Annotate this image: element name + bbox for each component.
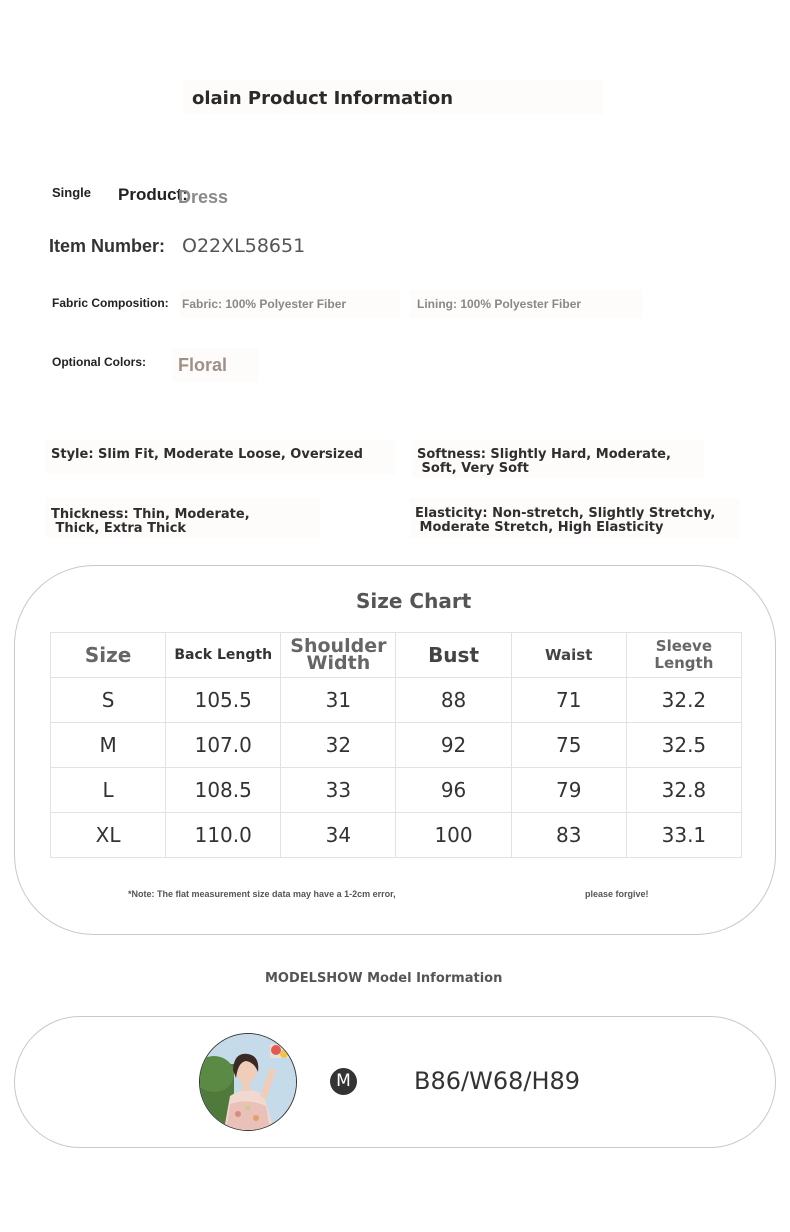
model-size-badge: M bbox=[330, 1068, 357, 1095]
model-photo bbox=[199, 1033, 297, 1131]
table-cell: 107.0 bbox=[166, 723, 281, 768]
table-cell: 32.2 bbox=[626, 678, 741, 723]
table-cell: 71 bbox=[511, 678, 626, 723]
table-row bbox=[51, 678, 742, 723]
table-cell: XL bbox=[51, 813, 166, 858]
table-row bbox=[51, 723, 742, 768]
header-sleeve-length: Sleeve Length bbox=[626, 633, 741, 678]
table-cell: 92 bbox=[396, 723, 511, 768]
table-cell: L bbox=[51, 768, 166, 813]
product-label: Product: bbox=[118, 185, 188, 204]
table-cell: S bbox=[51, 678, 166, 723]
single-label: Single bbox=[52, 185, 92, 200]
table-cell: 32 bbox=[281, 723, 396, 768]
table-cell: 33 bbox=[281, 768, 396, 813]
page-title: olain Product Information bbox=[192, 88, 454, 109]
table-cell: 34 bbox=[281, 813, 396, 858]
table-cell: 32.5 bbox=[626, 723, 741, 768]
table-cell: 83 bbox=[511, 813, 626, 858]
header-back-length: Back Length bbox=[166, 633, 281, 678]
lining-value: Lining: 100% Polyester Fiber bbox=[410, 290, 642, 318]
product-value: Dress bbox=[178, 187, 229, 207]
model-info-card bbox=[14, 1016, 776, 1148]
table-header-row bbox=[51, 633, 742, 678]
table-cell: M bbox=[51, 723, 166, 768]
measurement-note-end: please forgive! bbox=[585, 889, 649, 899]
colors-label: Optional Colors: bbox=[52, 355, 146, 369]
elasticity-attribute: Elasticity: Non-stretch, Slightly Stretchy, Moderate Stretch, High Elasticity bbox=[410, 498, 740, 538]
fabric-label: Fabric Composition: bbox=[52, 296, 169, 310]
table-cell: 88 bbox=[396, 678, 511, 723]
table-cell: 105.5 bbox=[166, 678, 281, 723]
table-cell: 75 bbox=[511, 723, 626, 768]
header-shoulder-width: Shoulder Width bbox=[281, 633, 396, 678]
item-number-value: O22XL58651 bbox=[182, 235, 306, 257]
table-row bbox=[51, 768, 742, 813]
size-chart-table bbox=[50, 632, 742, 858]
item-number-label: Item Number: bbox=[49, 236, 166, 256]
table-row bbox=[51, 813, 742, 858]
table-cell: 31 bbox=[281, 678, 396, 723]
header-size: Size bbox=[51, 633, 166, 678]
softness-attribute: Softness: Slightly Hard, Moderate, Soft, Very Soft bbox=[412, 440, 704, 478]
colors-value: Floral bbox=[178, 355, 228, 375]
table-cell: 79 bbox=[511, 768, 626, 813]
size-chart-title: Size Chart bbox=[356, 589, 472, 613]
measurement-note: *Note: The flat measurement size data may have a 1-2cm error, bbox=[128, 889, 396, 899]
table-cell: 96 bbox=[396, 768, 511, 813]
header-waist: Waist bbox=[511, 633, 626, 678]
table-cell: 110.0 bbox=[166, 813, 281, 858]
style-attribute: Style: Slim Fit, Moderate Loose, Oversized bbox=[46, 440, 396, 474]
table-cell: 108.5 bbox=[166, 768, 281, 813]
table-cell: 33.1 bbox=[626, 813, 741, 858]
table-cell: 32.8 bbox=[626, 768, 741, 813]
table-cell: 100 bbox=[396, 813, 511, 858]
fabric-value: Fabric: 100% Polyester Fiber bbox=[180, 290, 400, 318]
model-measurements: B86/W68/H89 bbox=[414, 1067, 581, 1095]
model-section-title: MODELSHOW Model Information bbox=[265, 971, 503, 986]
model-photo-image bbox=[200, 1034, 296, 1130]
thickness-attribute: Thickness: Thin, Moderate, Thick, Extra Thick bbox=[46, 498, 320, 538]
header-bust: Bust bbox=[396, 633, 511, 678]
page-title-banner bbox=[183, 80, 603, 114]
